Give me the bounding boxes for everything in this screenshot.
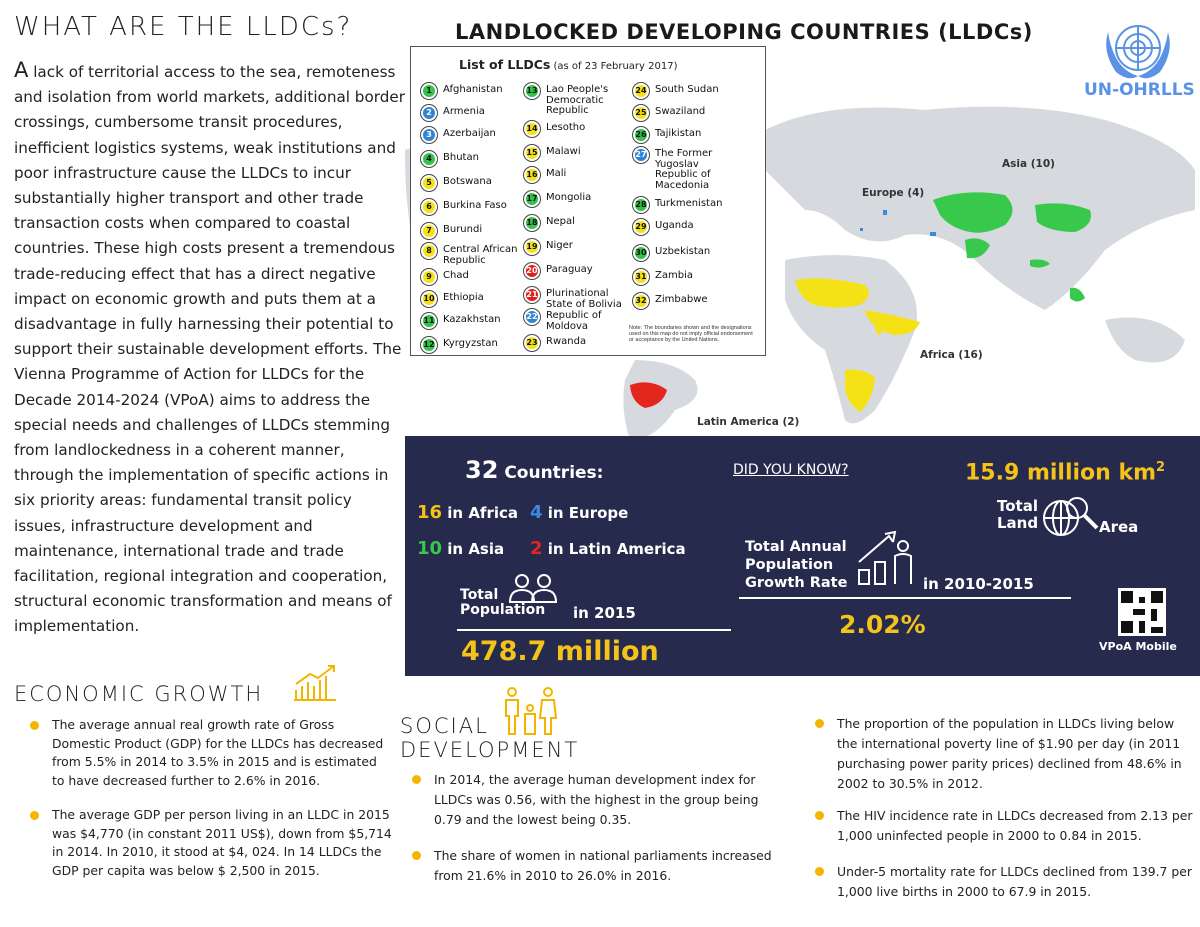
bullet-text: The average GDP per person living in an LLDC in 2015 was $4,770 (in constant 2011 US$), down from $5,714 in 2014. In 2010, it stood at $4, 024. In 14 LLDCs the GDP per capita was below $ 2,500 in 2015. <box>52 807 392 878</box>
list-number-badge: 28 <box>633 197 649 213</box>
list-country-name: Kyrgyzstan <box>443 338 498 349</box>
list-country-name: Republic of Moldova <box>546 310 602 332</box>
did-you-know-heading: DID YOU KNOW? <box>733 462 849 478</box>
africa-count: 16 <box>417 502 443 523</box>
list-number-badge: 13 <box>524 83 540 99</box>
growth-label-line2: Population <box>745 557 834 573</box>
list-country-name: Kazakhstan <box>443 314 501 325</box>
land-area-value <box>965 460 1165 485</box>
list-country-name: Burundi <box>443 224 483 235</box>
family-icon <box>502 686 558 738</box>
bullet-dot <box>815 811 824 820</box>
list-country-name: Bhutan <box>443 152 479 163</box>
population-value: 478.7 million <box>461 636 659 667</box>
map-label-africa: Africa (16) <box>920 349 983 361</box>
list-country-name: Paraguay <box>546 264 593 275</box>
list-country-name: Mongolia <box>546 192 592 203</box>
map-label-europe: Europe (4) <box>862 187 925 199</box>
social-bullet-5 <box>815 862 1200 902</box>
bullet-dot <box>815 719 824 728</box>
list-number-badge: 11 <box>421 313 437 329</box>
list-number-badge: 16 <box>524 167 540 183</box>
list-number-badge: 3 <box>421 127 437 143</box>
list-country-name: Zimbabwe <box>655 294 708 305</box>
qr-code-icon <box>1121 591 1163 633</box>
latam-count: 2 <box>530 538 543 559</box>
europe-label: in Europe <box>542 504 629 522</box>
vpoa-mobile-label: VPoA Mobile <box>1099 640 1177 653</box>
social-heading-line2: DEVELOPMENT <box>400 738 580 762</box>
list-country-name: Uzbekistan <box>655 246 711 257</box>
bullet-dot <box>815 867 824 876</box>
social-bullet-4 <box>815 806 1200 846</box>
list-number-badge: 25 <box>633 105 649 121</box>
list-number-badge: 5 <box>421 175 437 191</box>
europe-count: 4 <box>530 502 543 523</box>
land-area-label <box>997 498 1038 532</box>
list-number-badge: 9 <box>421 269 437 285</box>
list-number-badge: 4 <box>421 151 437 167</box>
lldc-list-panel <box>410 46 766 356</box>
list-country-name: South Sudan <box>655 84 719 95</box>
population-icon <box>507 572 559 604</box>
social-bullet-3 <box>815 714 1200 794</box>
bullet-dot <box>412 851 421 860</box>
list-number-badge: 8 <box>421 243 437 259</box>
list-country-name: Malawi <box>546 146 581 157</box>
list-country-name: Burkina Faso <box>443 200 507 211</box>
land-area-label-line3: Area <box>1099 518 1139 536</box>
asia-count: 10 <box>417 538 443 559</box>
land-area-label-line1: Total <box>997 497 1038 515</box>
section-title-economic-growth: ECONOMIC GROWTH <box>14 682 264 706</box>
intro-drop-letter: A <box>14 58 29 82</box>
bullet-text: The proportion of the population in LLDCs living below the international poverty line of $1.90 per day (in 2011 purchasing power parity prices) declined from 48.6% in 2002 to 30.5% in 2012. <box>837 716 1182 791</box>
stats-panel <box>405 436 1200 676</box>
countries-count: 32 <box>465 456 499 484</box>
growth-label-line1: Total Annual <box>745 539 847 555</box>
page-title: LANDLOCKED DEVELOPING COUNTRIES (LLDCs) <box>455 20 1033 44</box>
africa-label: in Africa <box>442 504 519 522</box>
map-label-latin-america: Latin America (2) <box>697 416 800 428</box>
list-number-badge: 31 <box>633 269 649 285</box>
list-number-badge: 2 <box>421 105 437 121</box>
list-country-name: Swaziland <box>655 106 706 117</box>
list-country-name: Uganda <box>655 220 694 231</box>
list-country-name: Afghanistan <box>443 84 503 95</box>
bullet-text: In 2014, the average human development index for LLDCs was 0.56, with the highest in the group being 0.79 and the lowest being 0.35. <box>434 772 759 827</box>
intro-text: lack of territorial access to the sea, remoteness and isolation from world markets, additional border crossings, cumbersome transit procedures, inefficient logistics systems, weak institutions and poor infrastructure cause the LLDCs to incur substantially higher transport and other trade transaction costs when compared to coastal countries. These high costs present a tremendous trade-reducing effect that has a direct negative impact on economic growth and puts them at a disadvantage in fully harnessing their potential to support their sustainable development efforts. The Vienna Programme of Action for LLDCs for the Decade 2014-2024 (VPoA) aims to address the special needs and challenges of LLDCs stemming from landlockedness in a coherent manner, through the implementation of specific actions in six priority areas: fundamental transit policy issues, infrastructure development and maintenance, international trade and trade facilitation, regional integration and cooperation, structural economic transformation and means of implementation. <box>14 63 405 636</box>
population-year: in 2015 <box>573 604 636 622</box>
map-disclaimer: Note: The boundaries shown and the designations used on this map do not imply official endorsement or acceptance by the United Nations. <box>629 325 753 343</box>
list-country-name: Armenia <box>443 106 485 117</box>
growth-bars-icon <box>292 662 338 702</box>
bullet-dot <box>30 721 39 730</box>
list-country-name: Chad <box>443 270 469 281</box>
list-number-badge: 17 <box>524 191 540 207</box>
growth-label-line3: Growth Rate <box>745 575 848 591</box>
growth-divider <box>739 597 1071 599</box>
list-number-badge: 29 <box>633 219 649 235</box>
section-title-what-are-lldcs: WHAT ARE THE LLDCs? <box>14 12 353 42</box>
list-country-name: Tajikistan <box>655 128 702 139</box>
bullet-text: The HIV incidence rate in LLDCs decreased from 2.13 per 1,000 uninfected people in 2000 to 0.84 in 2015. <box>837 808 1193 843</box>
population-label-line2: Population <box>460 602 546 618</box>
list-number-badge: 23 <box>524 335 540 351</box>
growth-value: 2.02% <box>839 610 926 639</box>
list-number-badge: 21 <box>524 287 540 303</box>
list-country-name: Rwanda <box>546 336 587 347</box>
list-number-badge: 10 <box>421 291 437 307</box>
bullet-text: Under-5 mortality rate for LLDCs declined from 139.7 per 1,000 live births in 2000 to 67.9 in 2015. <box>837 864 1192 899</box>
countries-label: Countries: <box>498 463 604 483</box>
list-number-badge: 12 <box>421 337 437 353</box>
list-title <box>459 57 678 72</box>
social-bullet-1 <box>412 770 792 830</box>
org-name: UN-OHRLLS <box>1084 80 1195 100</box>
population-divider <box>457 629 731 631</box>
bullet-dot <box>30 811 39 820</box>
list-country-name: Ethiopia <box>443 292 484 303</box>
qr-code[interactable] <box>1118 588 1166 636</box>
list-number-badge: 15 <box>524 145 540 161</box>
bullet-text: The share of women in national parliaments increased from 21.6% in 2010 to 26.0% in 2016. <box>434 848 772 883</box>
map-label-asia: Asia (10) <box>1002 158 1055 170</box>
economic-bullet-1 <box>30 716 400 794</box>
bullet-text: The average annual real growth rate of Gross Domestic Product (GDP) for the LLDCs has decreased from 5.5% in 2014 to 3.5% in 2015 and is estimated to have decreased further to 2.6% in 2016. <box>52 717 384 788</box>
list-country-name: Central African Republic <box>443 244 518 266</box>
land-area-number: 15.9 million km <box>965 460 1157 486</box>
population-label-line1: Total <box>460 587 499 603</box>
list-number-badge: 7 <box>421 223 437 239</box>
list-country-name: Azerbaijan <box>443 128 496 139</box>
list-country-name: Lesotho <box>546 122 586 133</box>
list-number-badge: 19 <box>524 239 540 255</box>
list-number-badge: 32 <box>633 293 649 309</box>
list-number-badge: 30 <box>633 245 649 261</box>
social-bullet-2 <box>412 846 792 886</box>
list-title-text: List of LLDCs <box>459 57 551 72</box>
list-number-badge: 14 <box>524 121 540 137</box>
list-number-badge: 18 <box>524 215 540 231</box>
list-country-name: Plurinational State of Bolivia <box>546 288 622 310</box>
list-number-badge: 26 <box>633 127 649 143</box>
latam-label: in Latin America <box>542 540 686 558</box>
list-country-name: Botswana <box>443 176 492 187</box>
list-number-badge: 20 <box>524 263 540 279</box>
list-number-badge: 24 <box>633 83 649 99</box>
social-heading-line1: SOCIAL <box>400 714 489 738</box>
list-number-badge: 22 <box>524 309 540 325</box>
growth-period: in 2010-2015 <box>923 575 1034 593</box>
land-area-unit-sup: 2 <box>1156 460 1166 475</box>
list-country-name: The Former Yugoslav Republic of Macedonia <box>655 148 713 191</box>
list-country-name: Zambia <box>655 270 693 281</box>
list-number-badge: 6 <box>421 199 437 215</box>
list-country-name: Niger <box>546 240 573 251</box>
list-number-badge: 27 <box>633 147 649 163</box>
list-number-badge: 1 <box>421 83 437 99</box>
list-subtitle: (as of 23 February 2017) <box>550 61 678 72</box>
list-country-name: Mali <box>546 168 567 179</box>
asia-label: in Asia <box>442 540 505 558</box>
list-country-name: Lao People's Democratic Republic <box>546 84 609 116</box>
globe-magnifier-icon <box>1039 492 1101 544</box>
intro-paragraph <box>14 58 406 640</box>
land-area-label-line2: Land <box>997 514 1039 532</box>
growth-label <box>745 538 847 592</box>
list-country-name: Nepal <box>546 216 575 227</box>
growth-chart-icon <box>855 526 925 586</box>
economic-bullet-2 <box>30 806 400 884</box>
list-country-name: Turkmenistan <box>655 198 723 209</box>
bullet-dot <box>412 775 421 784</box>
